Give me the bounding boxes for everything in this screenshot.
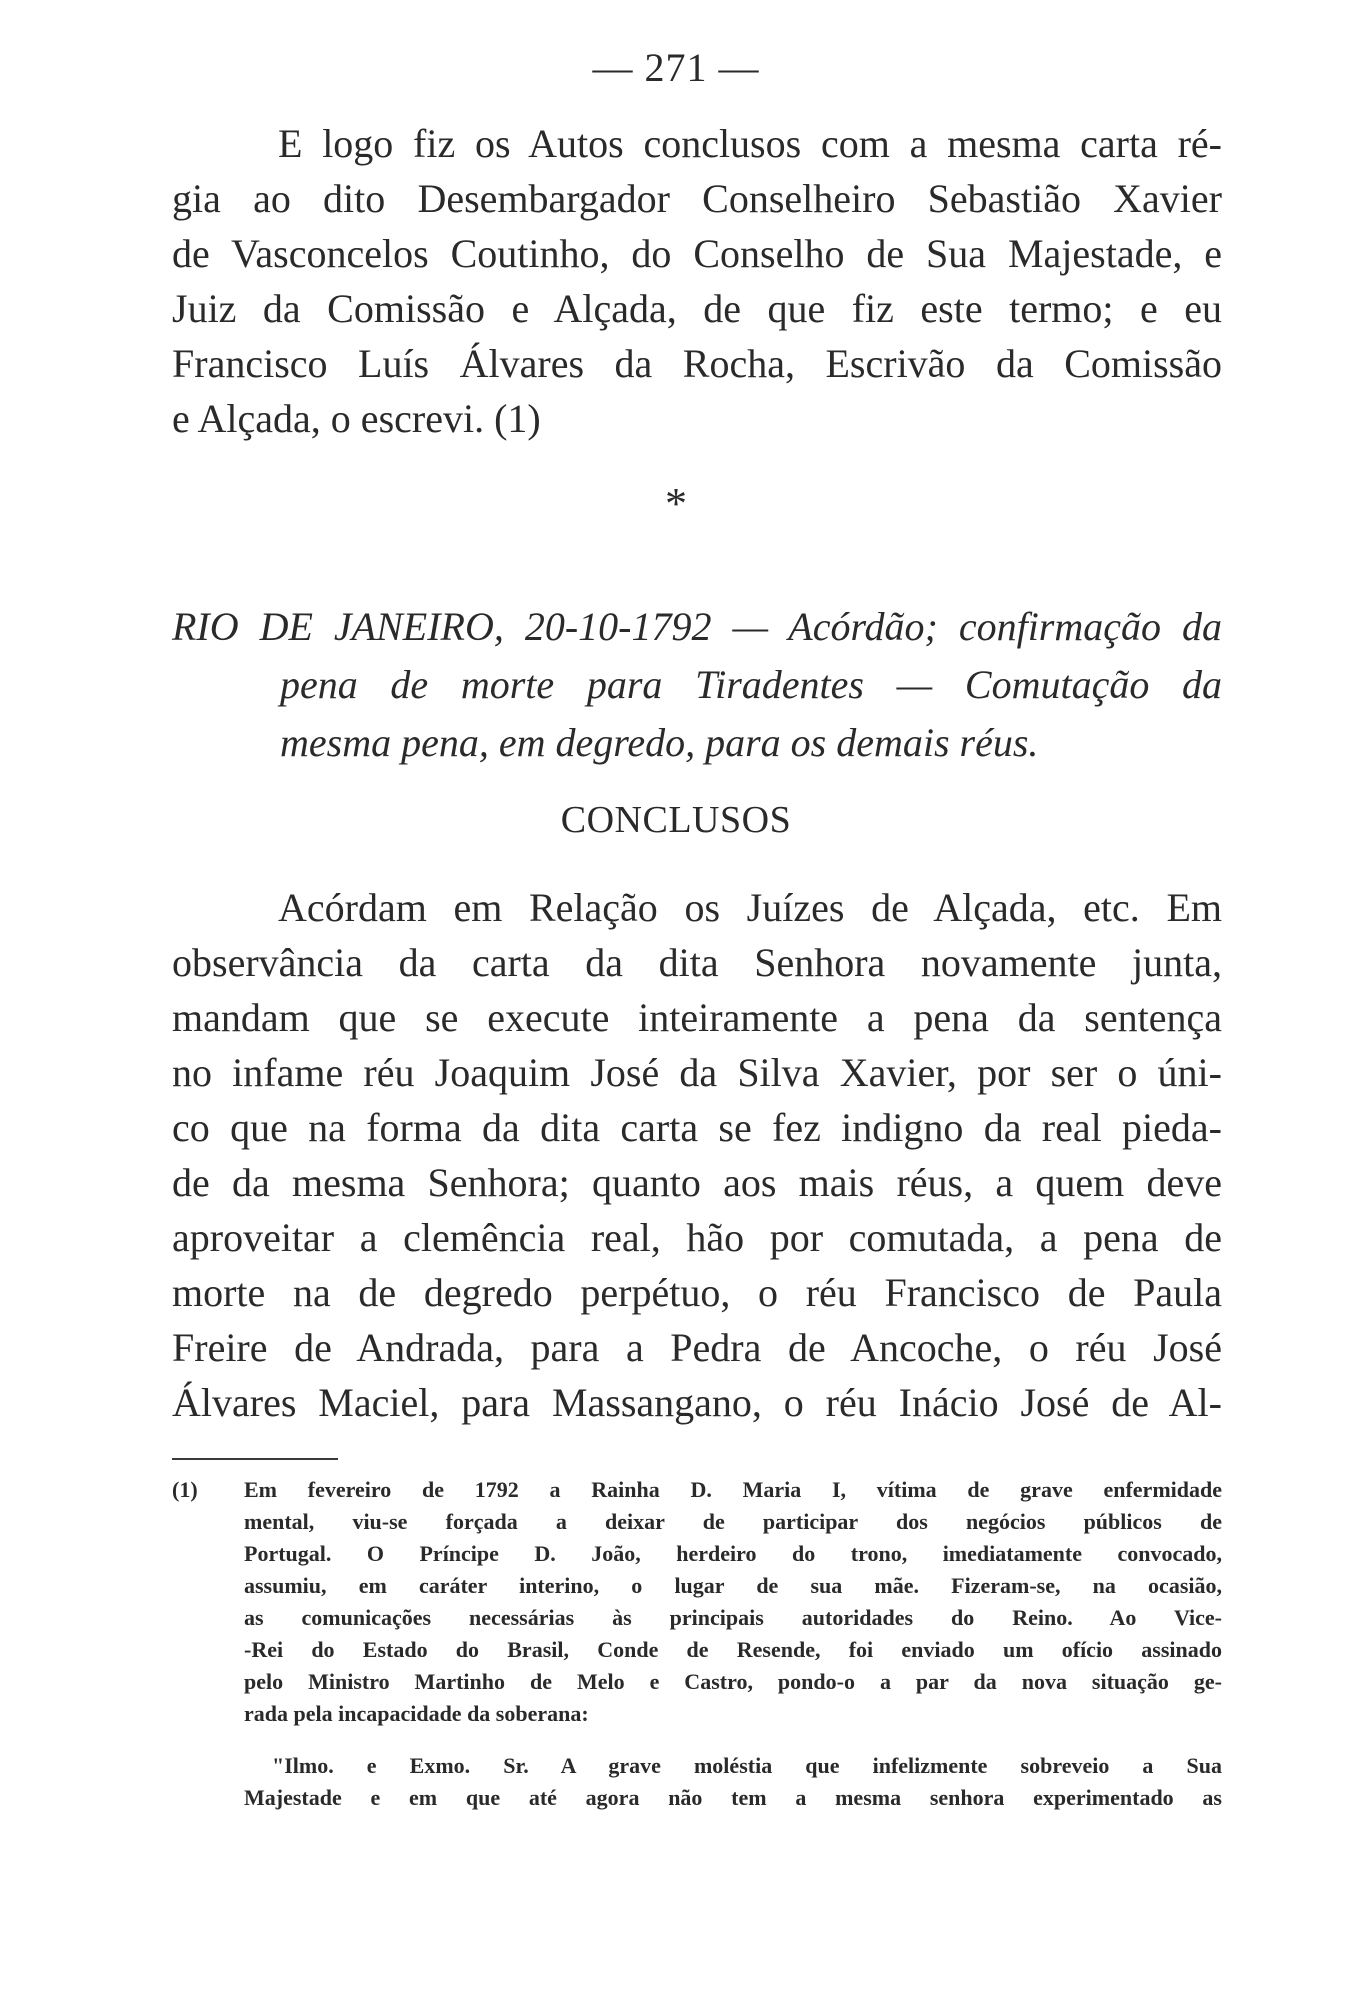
text-line: mandam que se execute inteiramente a pena da sentença — [172, 995, 1222, 1040]
text-line: Álvares Maciel, para Massangano, o réu Inácio José de Al- — [172, 1380, 1222, 1425]
text-line: morte na de degredo perpétuo, o réu Francisco de Paula — [172, 1270, 1222, 1315]
paragraph-judgment — [172, 880, 1222, 1430]
text-line: no infame réu Joaquim José da Silva Xavier, por ser o úni- — [172, 1050, 1222, 1095]
text-line: Freire de Andrada, para a Pedra de Ancoche, o réu José — [172, 1325, 1222, 1370]
text-line: Acórdam em Relação os Juízes de Alçada, etc. Em — [278, 885, 1222, 930]
footnote-divider — [172, 1458, 338, 1460]
footnote-line: Portugal. O Príncipe D. João, herdeiro do trono, imediatamente convocado, — [244, 1541, 1222, 1566]
footnote-line: -Rei do Estado do Brasil, Conde de Resende, foi enviado um ofício assinado — [244, 1637, 1222, 1662]
section-title: CONCLUSOS — [560, 799, 792, 841]
text-line: co que na forma da dita carta se fez indigno da real pieda- — [172, 1105, 1222, 1150]
footnote-quote-line: "Ilmo. e Exmo. Sr. A grave moléstia que infelizmente sobreveio a Sua — [272, 1753, 1222, 1778]
heading-line: RIO DE JANEIRO, 20-10-1792 — Acórdão; confirmação da — [172, 604, 1222, 649]
footnote-line: rada pela incapacidade da soberana: — [244, 1701, 589, 1726]
footnote — [172, 1474, 1222, 1814]
text-line: de Vasconcelos Coutinho, do Conselho de Sua Majestade, e — [172, 231, 1222, 276]
footnote-line: pelo Ministro Martinho de Melo e Castro, pondo-o a par da nova situação ge- — [244, 1669, 1222, 1694]
footnote-line: as comunicações necessárias às principais autoridades do Reino. Ao Vice- — [244, 1605, 1222, 1630]
text-line: aproveitar a clemência real, hão por comutada, a pena de — [172, 1215, 1222, 1260]
section-separator: * — [665, 479, 687, 528]
footnote-quote-line: Majestade e em que até agora não tem a mesma senhora experimentado as — [244, 1785, 1222, 1810]
text-line: Juiz da Comissão e Alçada, de que fiz este termo; e eu — [172, 286, 1222, 331]
text-line: de da mesma Senhora; quanto aos mais réus, a quem deve — [172, 1160, 1222, 1205]
text-line: E logo fiz os Autos conclusos com a mesma carta ré- — [278, 121, 1222, 166]
text-line: gia ao dito Desembargador Conselheiro Sebastião Xavier — [172, 176, 1222, 221]
paragraph-closing-record — [172, 116, 1222, 446]
footnote-spacer — [172, 1730, 1222, 1750]
page-number: — 271 — — [592, 45, 760, 90]
footnote-line — [172, 1474, 1222, 1506]
text-line: Francisco Luís Álvares da Rocha, Escrivão da Comissão — [172, 341, 1222, 386]
footnote-marker: (1) — [172, 1477, 198, 1502]
heading-line: pena de morte para Tiradentes — Comutação da — [280, 662, 1222, 707]
text-line: e Alçada, o escrevi. (1) — [172, 396, 541, 441]
footnote-line: assumiu, em caráter interino, o lugar de sua mãe. Fizeram-se, na ocasião, — [244, 1573, 1222, 1598]
text-line: observância da carta da dita Senhora novamente junta, — [172, 940, 1222, 985]
footnote-line: mental, viu-se forçada a deixar de participar dos negócios públicos de — [244, 1509, 1222, 1534]
footnote-text: Em fevereiro de 1792 a Rainha D. Maria I, vítima de grave enfermidade — [244, 1477, 1222, 1502]
document-heading — [172, 598, 1222, 772]
heading-line: mesma pena, em degredo, para os demais réus. — [280, 720, 1039, 765]
